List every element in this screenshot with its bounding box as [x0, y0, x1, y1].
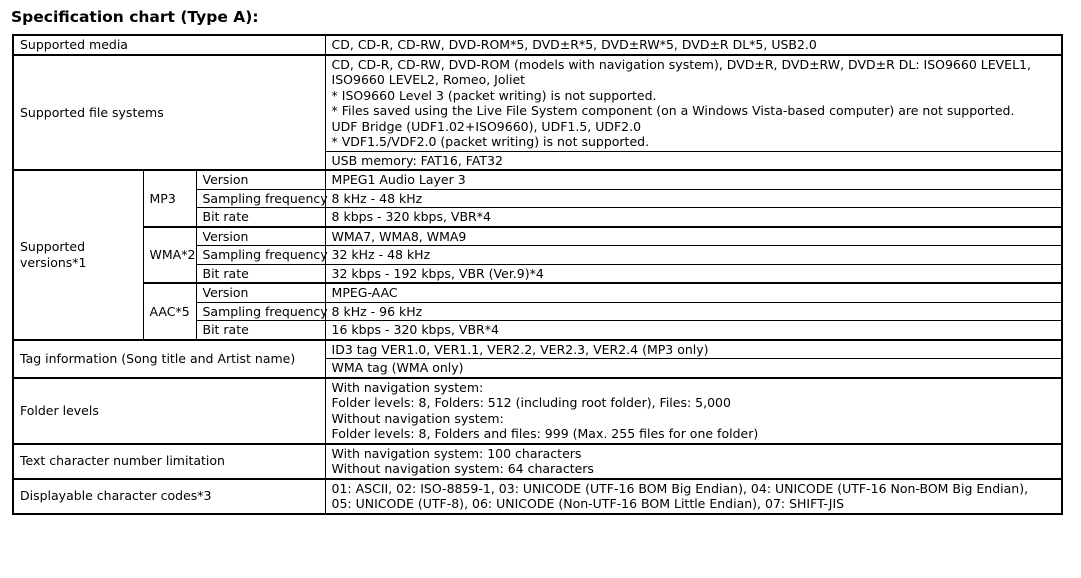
media-row — [13, 35, 1062, 55]
file-systems-disc — [325, 55, 1062, 152]
param-value: 8 kbps - 320 kbps, VBR*4 — [325, 208, 1062, 227]
tag-id3-row — [13, 340, 1062, 359]
param-label: Sampling frequency — [196, 189, 325, 208]
param-label: Version — [196, 170, 325, 189]
page-title: Specification chart (Type A): — [11, 8, 259, 26]
format-mp3: MP3 — [143, 170, 196, 227]
text-limit-line: Without navigation system: 64 characters — [331, 461, 594, 476]
tag-id3-value: ID3 tag VER1.0, VER1.1, VER2.2, VER2.3, VER2.4 (MP3 only) — [325, 340, 1062, 359]
param-value: MPEG-AAC — [325, 283, 1062, 302]
media-label: Supported media — [13, 35, 325, 55]
tag-wma-value: WMA tag (WMA only) — [325, 359, 1062, 378]
param-label: Bit rate — [196, 321, 325, 340]
text-limit-value — [325, 444, 1062, 479]
file-systems-label: Supported file systems — [13, 55, 325, 171]
fs-line: * VDF1.5/VDF2.0 (packet writing) is not supported. — [331, 134, 650, 149]
char-codes-label: Displayable character codes*3 — [13, 479, 325, 514]
param-label: Bit rate — [196, 264, 325, 283]
fs-line: * Files saved using the Live File System component (on a Windows Vista-based computer) are not supported. — [331, 103, 1015, 118]
file-systems-usb: USB memory: FAT16, FAT32 — [325, 151, 1062, 170]
fs-line: UDF Bridge (UDF1.02+ISO9660), UDF1.5, UDF2.0 — [331, 118, 642, 134]
char-codes-line: 01: ASCII, 02: ISO-8859-1, 03: UNICODE (UTF-16 BOM Big Endian), 04: UNICODE (UTF-16 Non-BOM Big Endian), — [331, 480, 1029, 496]
folder-line: Without navigation system: — [331, 410, 504, 426]
text-limit-line: With navigation system: 100 characters — [331, 445, 582, 461]
wma-version-row — [13, 227, 1062, 246]
folder-levels-label: Folder levels — [13, 378, 325, 444]
param-value: 32 kHz - 48 kHz — [325, 246, 1062, 265]
text-limit-row — [13, 444, 1062, 479]
param-value: 8 kHz - 96 kHz — [325, 302, 1062, 321]
folder-line: Folder levels: 8, Folders and files: 999 (Max. 255 files for one folder) — [331, 426, 759, 441]
fs-line: ISO9660 LEVEL2, Romeo, Joliet — [331, 72, 526, 87]
format-wma: WMA*2 — [143, 227, 196, 284]
param-value: 32 kbps - 192 kbps, VBR (Ver.9)*4 — [325, 264, 1062, 283]
aac-version-row — [13, 283, 1062, 302]
versions-label-line: Supported — [20, 239, 86, 255]
char-codes-line: 05: UNICODE (UTF-8), 06: UNICODE (Non-UTF-16 BOM Little Endian), 07: SHIFT-JIS — [331, 496, 845, 511]
param-label: Sampling frequency — [196, 302, 325, 321]
param-value: 8 kHz - 48 kHz — [325, 189, 1062, 208]
char-codes-row — [13, 479, 1062, 514]
param-label: Version — [196, 283, 325, 302]
char-codes-value — [325, 479, 1062, 514]
param-label: Sampling frequency — [196, 246, 325, 265]
format-aac: AAC*5 — [143, 283, 196, 340]
folder-line: Folder levels: 8, Folders: 512 (including root folder), Files: 5,000 — [331, 395, 731, 410]
text-limit-label: Text character number limitation — [13, 444, 325, 479]
param-value: WMA7, WMA8, WMA9 — [325, 227, 1062, 246]
folder-levels-row — [13, 378, 1062, 444]
param-value: 16 kbps - 320 kbps, VBR*4 — [325, 321, 1062, 340]
file-systems-row — [13, 55, 1062, 152]
tag-info-label: Tag information (Song title and Artist name) — [13, 340, 325, 378]
versions-label-line: versions*1 — [20, 254, 87, 270]
param-value: MPEG1 Audio Layer 3 — [325, 170, 1062, 189]
versions-label — [13, 170, 143, 340]
folder-levels-value — [325, 378, 1062, 444]
media-value: CD, CD-R, CD-RW, DVD-ROM*5, DVD±R*5, DVD±RW*5, DVD±R DL*5, USB2.0 — [325, 35, 1062, 55]
fs-line: CD, CD-R, CD-RW, DVD-ROM (models with navigation system), DVD±R, DVD±RW, DVD±R DL: ISO9660 LEVEL1, — [331, 56, 1031, 72]
param-label: Bit rate — [196, 208, 325, 227]
spec-table — [12, 34, 1063, 515]
param-label: Version — [196, 227, 325, 246]
folder-line: With navigation system: — [331, 379, 484, 395]
fs-line: * ISO9660 Level 3 (packet writing) is not supported. — [331, 87, 657, 103]
mp3-version-row — [13, 170, 1062, 189]
